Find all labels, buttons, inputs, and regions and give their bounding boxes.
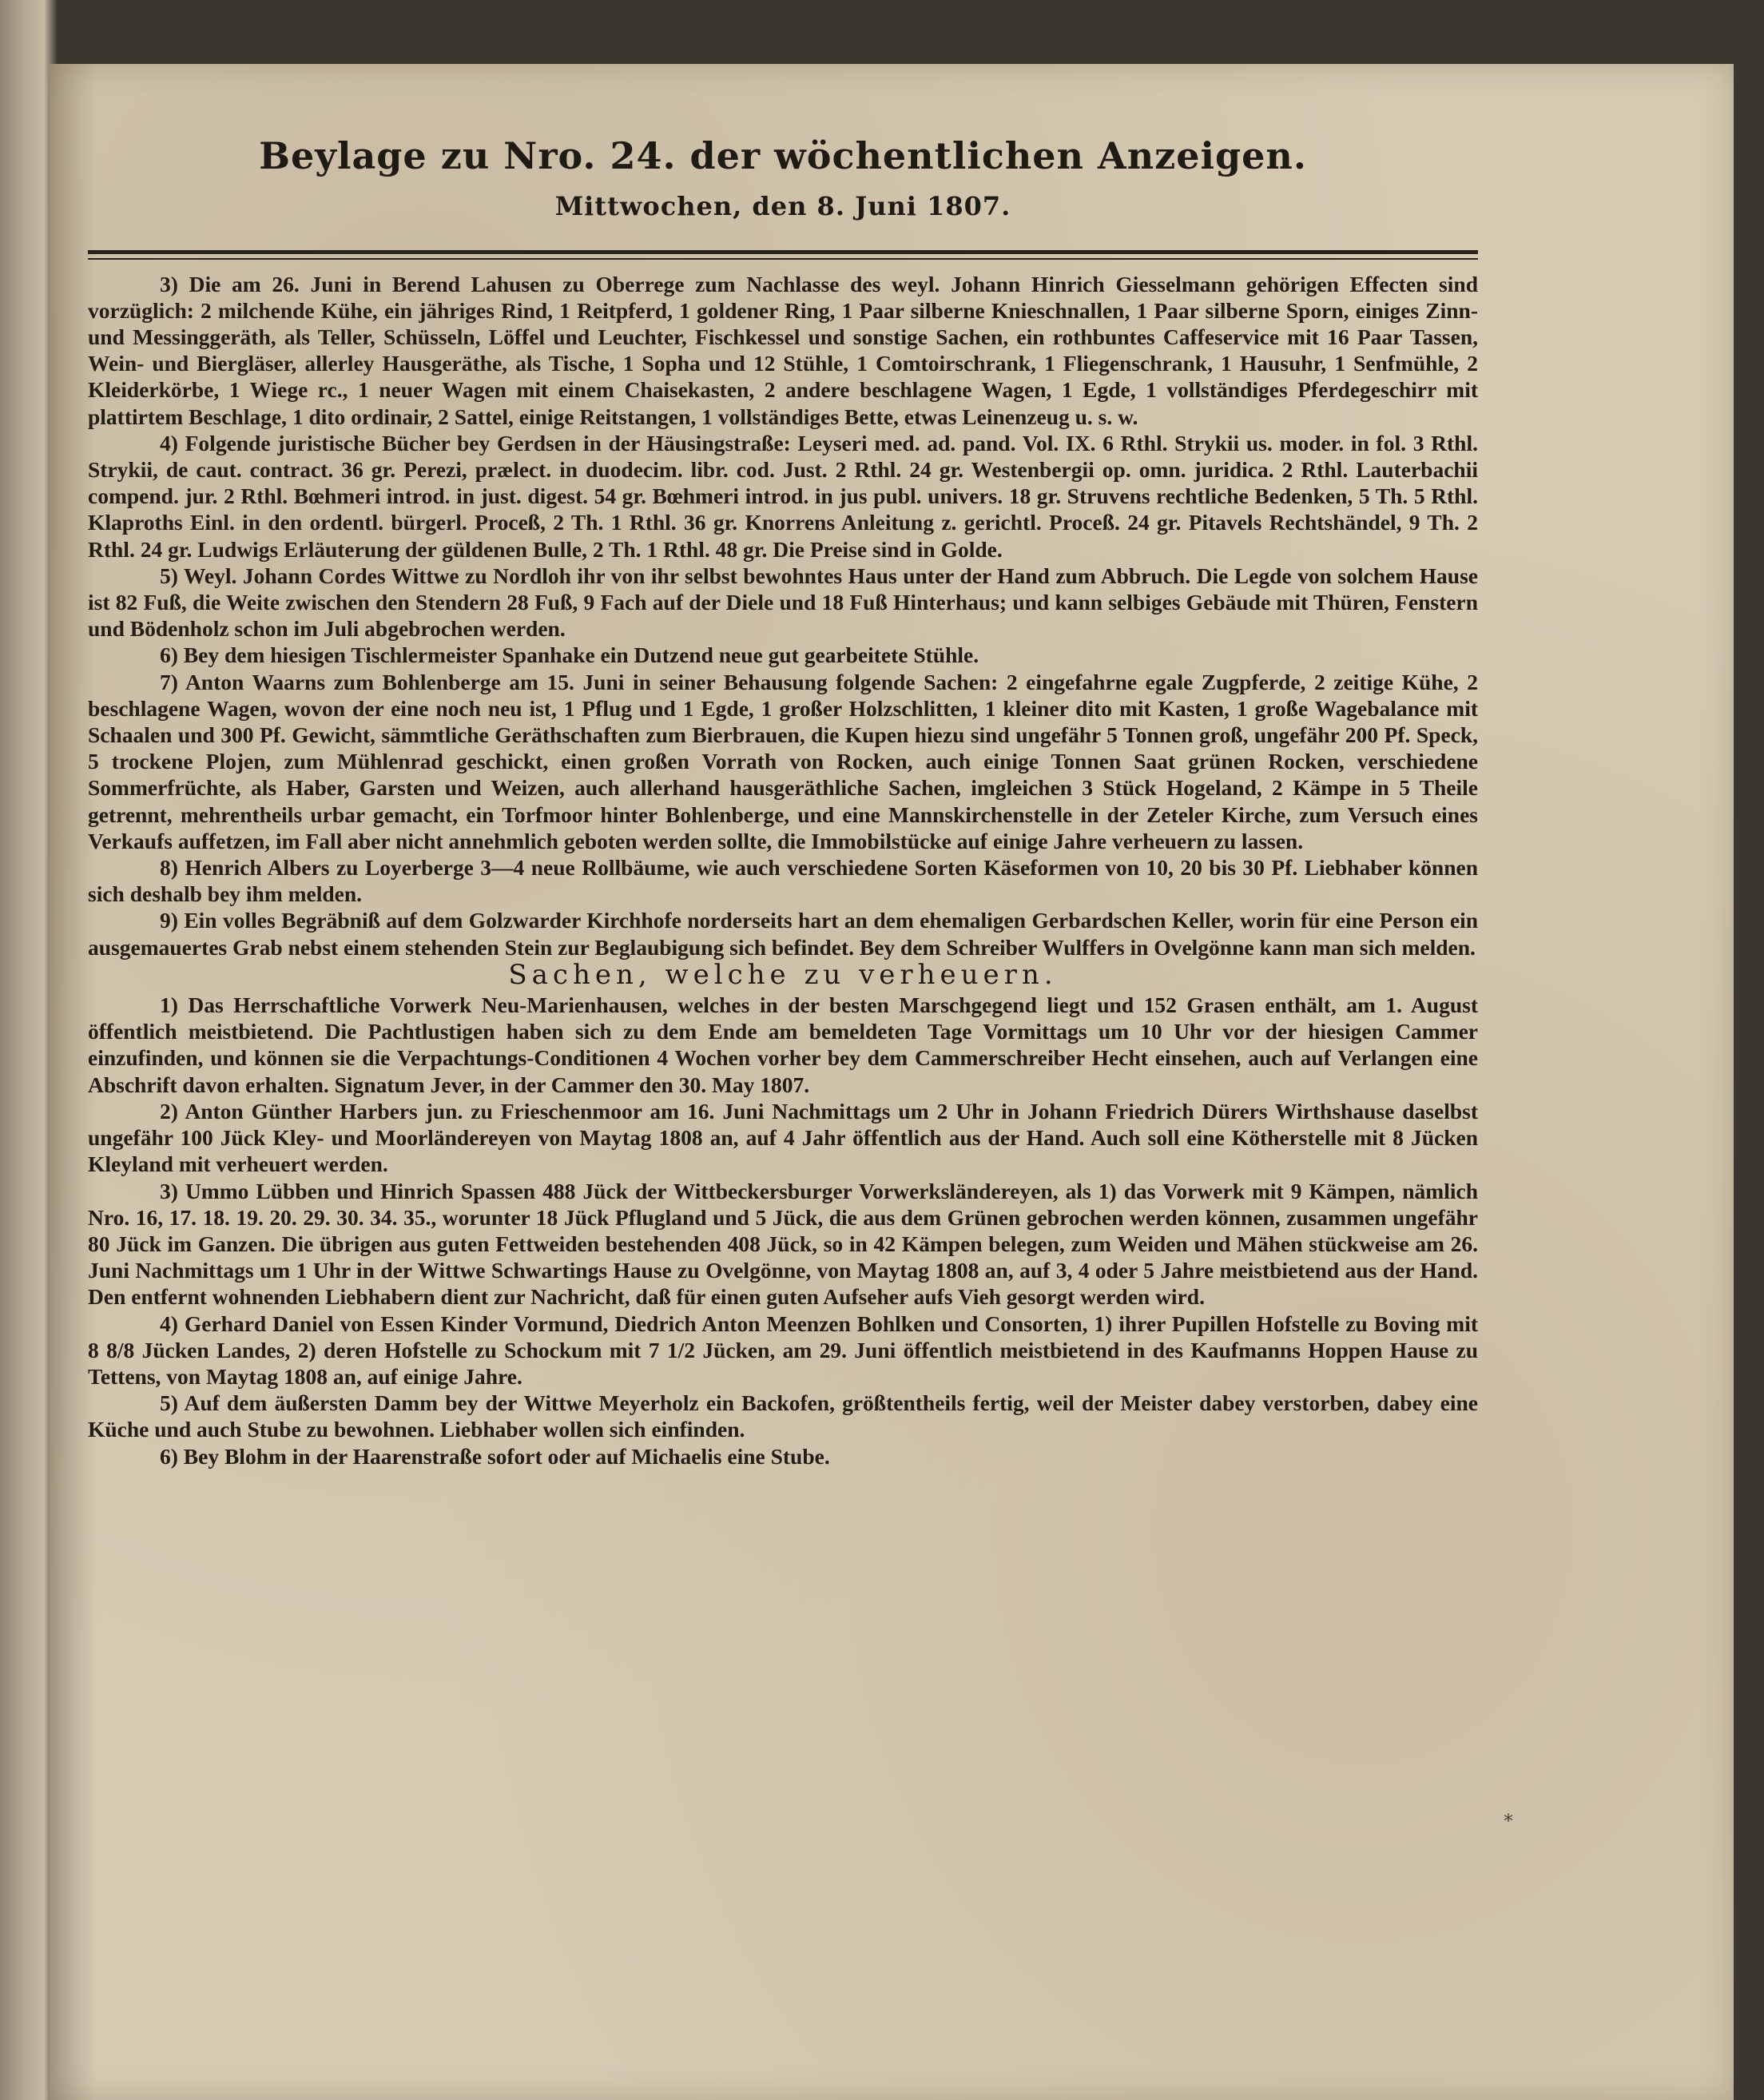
header-rule-thin [88, 258, 1478, 260]
notice-item: 4) Folgende juristische Bücher bey Gerdsen in der Häusingstraße: Leyseri med. ad. pand. Vol. IX. 6 Rthl. Strykii us. moder. in fol. 3 Rthl. Strykii, de caut. contract. 36 gr. Perezi, prælect. in duodecim. libr. cod. Just. 2 Rthl. 24 gr. Westenbergii op. omn. juridica. 2 Rthl. Lauterbachii compend. jur. 2 Rthl. Bœhmeri introd. in just. digest. 54 gr. Bœhmeri introd. in jus publ. univers. 18 gr. Struvens rechtliche Bedenken, 5 Th. 5 Rthl. Klaproths Einl. in den ordentl. bürgerl. Proceß, 2 Th. 1 Rthl. 36 gr. Knorrens Anleitung z. gerichtl. Proceß. 24 gr. Pitavels Rechtshändel, 9 Th. 2 Rthl. 24 gr. Ludwigs Erläuterung der güldenen Bulle, 2 Th. 1 Rthl. 48 gr. Die Preise sind in Golde. [88, 430, 1478, 562]
margin-star-icon: * [1504, 1810, 1513, 1832]
rental-item: 2) Anton Günther Harbers jun. zu Frieschenmoor am 16. Juni Nachmittags um 2 Uhr in Johann Friedrich Dürers Wirthshause daselbst ungefähr 100 Jück Kley- und Moorländereyen von Maytag 1808 an, auf 4 Jahr öffentlich aus der Hand. Auch soll eine Kötherstelle mit 8 Jücken Kleyland mit verheuert werden. [88, 1098, 1478, 1177]
page-content [88, 136, 1478, 1470]
rental-item: 5) Auf dem äußersten Damm bey der Wittwe Meyerholz ein Backofen, größtentheils fertig, weil der Meister dabey verstorben, dabey eine Küche und auch Stube zu bewohnen. Liebhaber wollen sich einfinden. [88, 1390, 1478, 1442]
notice-item: 9) Ein volles Begräbniß auf dem Golzwarder Kirchhofe norderseits hart an dem ehemaligen Gerbardschen Keller, worin für eine Person ein ausgemauertes Grab nebst einem stehenden Stein zur Beglaubigung sich befindet. Bey dem Schreiber Wulffers in Ovelgönne kann man sich melden. [88, 908, 1478, 960]
supplement-title: Beylage zu Nro. 24. der wöchentlichen Anzeigen. [259, 134, 1307, 177]
article-body [88, 271, 1478, 1470]
notice-item: 6) Bey dem hiesigen Tischlermeister Spanhake ein Dutzend neue gut gearbeitete Stühle. [160, 642, 979, 668]
section-heading: Sachen, welche zu verheuern. [508, 958, 1058, 991]
notice-item: 5) Weyl. Johann Cordes Wittwe zu Nordloh ihr von ihr selbst bewohntes Haus unter der Hand zum Abbruch. Die Legde von solchem Hause ist 82 Fuß, die Weite zwischen den Stendern 28 Fuß, 9 Fach auf der Diele und 18 Fuß Hinterhaus; und kann selbiges Gebäude mit Thüren, Fenstern und Bödenholz schon im Juli abgebrochen werden. [88, 563, 1478, 642]
rental-item: 3) Ummo Lübben und Hinrich Spassen 488 Jück der Wittbeckersburger Vorwerksländereyen, als 1) das Vorwerk mit 9 Kämpen, nämlich Nro. 16, 17. 18. 19. 20. 29. 30. 34. 35., worunter 18 Jück Pflugland und 5 Jück, die aus dem Grünen gebrochen werden können, zusammen ungefähr 80 Jück im Ganzen. Die übrigen aus guten Fettweiden bestehenden 408 Jück, so in 42 Kämpen belegen, zum Weiden und Mähen stückweise am 26. Juni Nachmittags um 1 Uhr in der Wittwe Schwartings Hause zu Ovelgönne, von Maytag 1808 an, auf 3, 4 oder 5 Jahre meistbietend aus der Hand. Den entfernt wohnenden Liebhabern dient zur Nachricht, daß für einen guten Aufseher aufs Vieh gesorgt werden wird. [88, 1178, 1478, 1310]
notice-item: 3) Die am 26. Juni in Berend Lahusen zu Oberrege zum Nachlasse des weyl. Johann Hinrich Giesselmann gehörigen Effecten sind vorzüglich: 2 milchende Kühe, ein jähriges Rind, 1 Reitpferd, 1 goldener Ring, 1 Paar silberne Knieschnallen, 1 Paar silberne Sporn, einiges Zinn- und Messinggeräth, als Teller, Schüsseln, Löffel und Leuchter, Fischkessel und sonstige Sachen, ein rothbuntes Caffeservice mit 16 Paar Tassen, Wein- und Biergläser, allerley Hausgeräthe, als Tische, 1 Sopha und 12 Stühle, 1 Comtoirschrank, 1 Fliegenschrank, 1 Hausuhr, 1 Senfmühle, 2 Kleiderkörbe, 1 Wiege rc., 1 neuer Wagen mit einem Chaisekasten, 2 andere beschlagene Wagen, 1 Egde, 1 vollständiges Pferdegeschirr mit plattirtem Beschlage, 1 dito ordinair, 2 Sattel, einige Reitstangen, 1 vollständiges Bette, etwas Leinenzeug u. s. w. [88, 271, 1478, 429]
notice-item: 7) Anton Waarns zum Bohlenberge am 15. Juni in seiner Behausung folgende Sachen: 2 eingefahrne egale Zugpferde, 2 zeitige Kühe, 2 beschlagene Wagen, wovon der eine noch neu ist, 1 Pflug und 1 Egde, 1 großer Holzschlitten, 1 kleiner dito mit Kasten, 1 große Wagebalance mit Schaalen und 300 Pf. Gewicht, sämmtliche Geräthschaften zum Bierbrauen, die Kupen hiezu sind ungefähr 5 Tonnen groß, ungefähr 200 Pf. Speck, 5 trockene Plojen, zum Mühlenrad geschickt, einen großen Vorrath von Rocken, auch einige Tonnen Saat grünen Rocken, verschiedene Sommerfrüchte, als Haber, Garsten und Weizen, auch allerhand hausgeräthliche Sachen, imgleichen 3 Stück Hogeland, 2 Kämpe in 5 Theile getrennt, mehrentheils urbar gemacht, ein Torfmoor hinter Bohlenberge, und eine Mannskirchenstelle in der Zeteler Kirche, zum Versuch eines Verkaufs auffetzen, im Fall aber nicht annehmlich geboten werden sollte, die Immobilstücke auf einige Jahre verheuern zu lassen. [88, 669, 1478, 853]
notice-item: 8) Henrich Albers zu Loyerberge 3—4 neue Rollbäume, wie auch verschiedene Sorten Käseformen von 10, 20 bis 30 Pf. Liebhaber können sich deshalb bey ihm melden. [88, 855, 1478, 907]
rental-item: 4) Gerhard Daniel von Essen Kinder Vormund, Diedrich Anton Meenzen Bohlken und Consorten, 1) ihrer Pupillen Hofstelle zu Boving mit 8 8/8 Jücken Landes, 2) deren Hofstelle zu Schockum mit 7 1/2 Jücken, am 29. Juni öffentlich meistbietend in des Kaufmanns Hoppen Hause zu Tettens, von Maytag 1808 an, auf einige Jahre. [88, 1311, 1478, 1389]
newspaper-page [50, 64, 1734, 2100]
header-rule-thick [88, 250, 1478, 254]
rental-item: 6) Bey Blohm in der Haarenstraße sofort oder auf Michaelis eine Stube. [160, 1443, 830, 1469]
publication-date: Mittwochen, den 8. Juni 1807. [554, 190, 1011, 221]
rental-item: 1) Das Herrschaftliche Vorwerk Neu-Marienhausen, welches in der besten Marschgegend liegt und 152 Grasen enthält, am 1. August öffentlich meistbietend. Die Pachtlustigen haben sich zu dem Ende am bemeldeten Tage Vormittags um 10 Uhr vor der hiesigen Cammer einzufinden, und können sie die Verpachtungs-Conditionen 4 Wochen vorher bey dem Cammerschreiber Hecht einsehen, auch auf Verlangen eine Abschrift davon erhalten. Signatum Jever, in der Cammer den 30. May 1807. [88, 992, 1478, 1097]
